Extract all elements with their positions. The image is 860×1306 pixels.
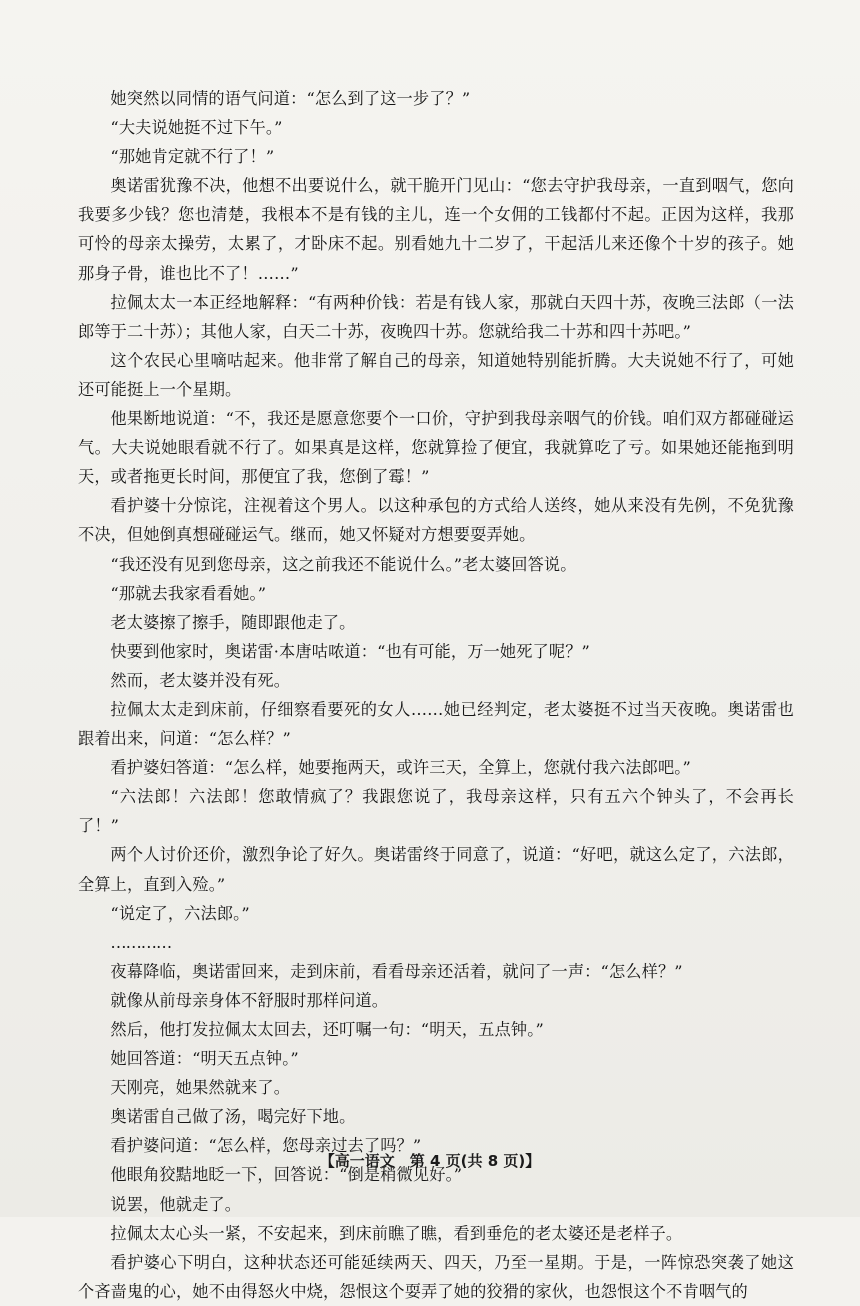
paragraph: “六法郎！六法郎！您敢情疯了？我跟您说了，我母亲这样，只有五六个钟头了，不会再长了！” [78, 787, 794, 836]
paragraph: 然而，老太婆并没有死。 [110, 670, 291, 690]
paragraph: 看护婆心下明白，这种状态还可能延续两天、四天，乃至一星期。于是，一阵惊恐突袭了她这个吝啬鬼的心，她不由得怒火中烧，怨恨这个耍弄了她的狡猾的家伙，也怨恨这个不肯咽气的 [78, 1252, 794, 1301]
paragraph: “大夫说她挺不过下午。” [110, 118, 283, 138]
paragraph: “那她肯定就不行了！” [110, 147, 275, 167]
paragraph: 奥诺雷自己做了汤，喝完好下地。 [110, 1107, 356, 1127]
paragraph: 就像从前母亲身体不舒服时那样问道。 [110, 990, 389, 1010]
paragraph: 奥诺雷犹豫不决，他想不出要说什么，就干脆开门见山：“您去守护我母亲，一直到咽气，您向我要多少钱？您也清楚，我根本不是有钱的主儿，连一个女佣的工钱都付不起。正因为这样，我那可怜的母亲太操劳，太累了，才卧床不起。别看她九十二岁了，干起活儿来还像个十岁的孩子。她那身子骨，谁也比不了！……” [78, 176, 794, 283]
paragraph: 两个人讨价还价，激烈争论了好久。奥诺雷终于同意了，说道：“好吧，就这么定了，六法郎，全算上，直到入殓。” [78, 845, 794, 894]
paragraph: 拉佩太太一本正经地解释：“有两种价钱：若是有钱人家，那就白天四十苏，夜晚三法郎（一法郎等于二十苏）；其他人家，白天二十苏，夜晚四十苏。您就给我二十苏和四十苏吧。” [78, 292, 794, 341]
paragraph: “那就去我家看看她。” [110, 583, 267, 603]
paragraph: 然后，他打发拉佩太太回去，还叮嘱一句：“明天，五点钟。” [110, 1020, 544, 1039]
paragraph: 拉佩太太走到床前，仔细察看要死的女人……她已经判定，老太婆挺不过当天夜晚。奥诺雷也跟着出来，问道：“怎么样？” [78, 699, 794, 749]
paragraph: 说罢，他就走了。 [110, 1194, 242, 1214]
paragraph: 这个农民心里嘀咕起来。他非常了解自己的母亲，知道她特别能折腾。大夫说她不行了，可她还可能挺上一个星期。 [78, 350, 794, 399]
paragraph: 老太婆擦了擦手，随即跟他走了。 [110, 612, 356, 632]
paragraph: 看护婆妇答道：“怎么样，她要拖两天，或许三天，全算上，您就付我六法郎吧。” [110, 758, 691, 778]
ellipsis-separator: ………… [110, 932, 172, 952]
paragraph: 他果断地说道：“不，我还是愿意您要个一口价，守护到我母亲咽气的价钱。咱们双方都碰碰运气。大夫说她眼看就不行了。如果真是这样，您就算捡了便宜，我就算吃了亏。如果她还能拖到明天，或者拖更长时间，那便宜了我，您倒了霉！” [78, 409, 794, 487]
story-text [78, 84, 794, 1306]
paragraph: 她突然以同情的语气问道：“怎么到了这一步了？” [110, 89, 471, 108]
paragraph: 看护婆十分惊诧，注视着这个男人。以这种承包的方式给人送终，她从来没有先例，不免犹豫不决，但她倒真想碰碰运气。继而，她又怀疑对方想要耍弄她。 [78, 496, 794, 545]
paragraph: 看护婆问道：“怎么样，您母亲过去了吗？” [110, 1136, 422, 1156]
paragraph: 拉佩太太心头一紧，不安起来，到床前瞧了瞧，看到垂危的老太婆还是老样子。 [110, 1223, 683, 1243]
paragraph: 夜幕降临，奥诺雷回来，走到床前，看看母亲还活着，就问了一声：“怎么样？” [110, 961, 683, 981]
paragraph: 她回答道：“明天五点钟。” [110, 1049, 299, 1069]
paragraph: “我还没有见到您母亲，这之前我还不能说什么。”老太婆回答说。 [110, 554, 577, 574]
paragraph: 快要到他家时，奥诺雷·本唐咕哝道：“也有可能，万一她死了呢？” [110, 641, 590, 661]
paragraph: 天刚亮，她果然就来了。 [110, 1078, 291, 1098]
paragraph: “说定了，六法郎。” [110, 903, 250, 923]
paragraph: 他眼角狡黠地眨一下，回答说：“倒是稍微见好。” [110, 1165, 463, 1185]
page-footer: 【高一语文 第 4 页(共 8 页)】 [319, 1152, 541, 1170]
